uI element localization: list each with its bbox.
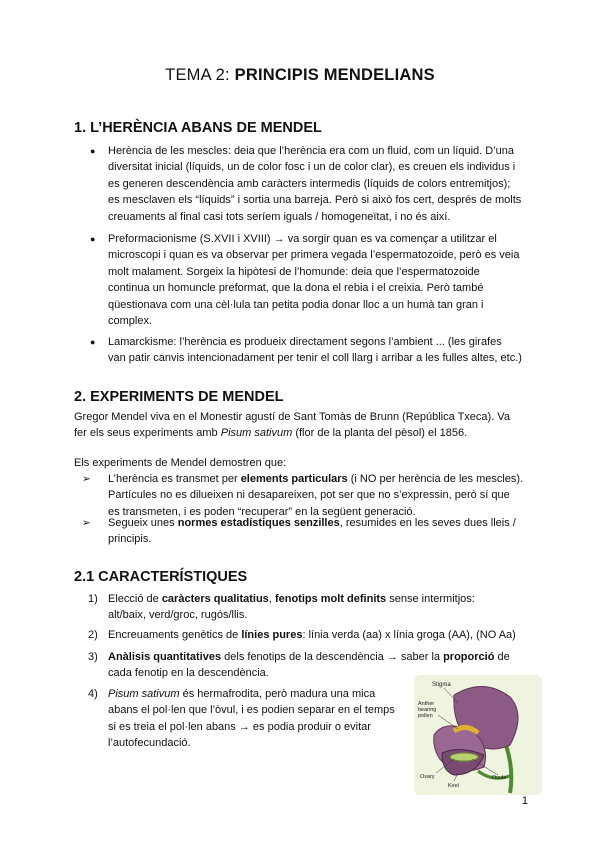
section-2-intro: Gregor Mendel viva en el Monestir agustí de Sant Tomàs de Brunn (República Txeca). Va fer els seus experiments amb Pisum sativum (flor de la planta del pèsol) el 1856. — [74, 411, 510, 440]
anther-label-3: pollen — [418, 713, 433, 719]
page-title: TEMA 2: PRINCIPIS MENDELIANS — [165, 66, 435, 84]
arrow-bullet-icon: ➢ — [82, 517, 91, 529]
arrow-bullet-icon: ➢ — [82, 473, 91, 485]
numbered-item-1: 1) Elecció de caràcters qualitatius, fenotips molt definits sense intermitjos: alt/baix, verd/groc, rugós/llis. — [88, 593, 475, 622]
section-2-lead: Els experiments de Mendel demostren que: — [74, 457, 287, 469]
anther-label-1: Anther — [418, 701, 435, 707]
list-item: ● Preformacionisme (S.XVII i XVIII) → va sorgir quan es va començar a utilitzar el microscopi i quan es va observar per primera vegada l’espermatozoide, però es veia molt malament. Sorgeix la hipòtesi de l’homunde: deia que l’espermatozoide continua un homuncle preformat, que la dona el rebia i el creixia. Però també qüestionava com una cèl·lula tan petita podia donar lloc a un humà tan gran i complex. — [90, 233, 520, 328]
ovary-shape — [450, 753, 478, 761]
item-number: 3) — [88, 651, 98, 663]
stigma-label: Stigma — [432, 682, 451, 688]
item-number: 4) — [88, 688, 98, 700]
numbered-item-3: 3) Anàlisis quantitatives dels fenotips de la descendència → saber la proporció de cada fenotip en la descendència. — [88, 651, 510, 680]
item-number: 2) — [88, 629, 98, 641]
pea-flower-illustration — [414, 675, 542, 795]
item-number: 1) — [88, 593, 98, 605]
arrow-item-2: ➢ Segueix unes normes estadístiques senzilles, resumides en les seves dues lleis / principis. — [82, 517, 516, 546]
keel-label: Keel — [448, 783, 460, 789]
section-2-1-heading: 2.1 CARACTERÍSTIQUES — [74, 569, 248, 585]
bullet-icon: ● — [90, 234, 96, 244]
list-item: ● Lamarckisme: l’herència es produeix directament segons l’ambient ... (les girafes van patir canvis intencionadament per tenir el coll llarg i arribar a les fulles altes, etc.) — [90, 336, 522, 365]
page-number: 1 — [521, 795, 528, 807]
ovule-label: Ovule — [492, 775, 507, 781]
numbered-item-2: 2) Encreuaments genètics de línies pures: línia verda (aa) x línia groga (AA), (NO Aa) — [108, 627, 526, 643]
section-1-heading: 1. L’HERÈNCIA ABANS DE MENDEL — [74, 120, 322, 136]
list-item: ● Herència de les mescles: deia que l’herència era com un fluid, com un líquid. D’una diversitat inicial (líquids, un de color fosc i un de color clar), es creuen els individus i es generen descendència amb caràcters intermedis (líquids de colors entremitjos); es mesclaven els “líquids” i sortia una barreja. Però si això fos cert, després de molts creuaments al final casi tots seríem iguals / homogeneïtat, i no és així. — [90, 145, 522, 223]
bullet-icon: ● — [90, 146, 96, 156]
bullet-icon: ● — [90, 337, 96, 347]
arrow-item-1: ➢ L’herència es transmet per elements particulars (i NO per herència de les mescles). Partícules no es dilueixen ni desapareixen, pot ser que no s’expressin, però sí que es transmeten, i es poden “recuperar” en la següent generació. — [82, 473, 524, 518]
numbered-item-4: 4) Pisum sativum és hermafrodita, però madura una mica abans el pol·len que l’òvul, i es podien separar en el temps si es treia el pol·len abans → es podia produir o evitar l’autofecundació. — [88, 688, 395, 750]
anther-label-2: bearing — [418, 707, 437, 713]
ovary-label: Ovary — [420, 774, 435, 780]
section-2-heading: 2. EXPERIMENTS DE MENDEL — [74, 389, 284, 405]
